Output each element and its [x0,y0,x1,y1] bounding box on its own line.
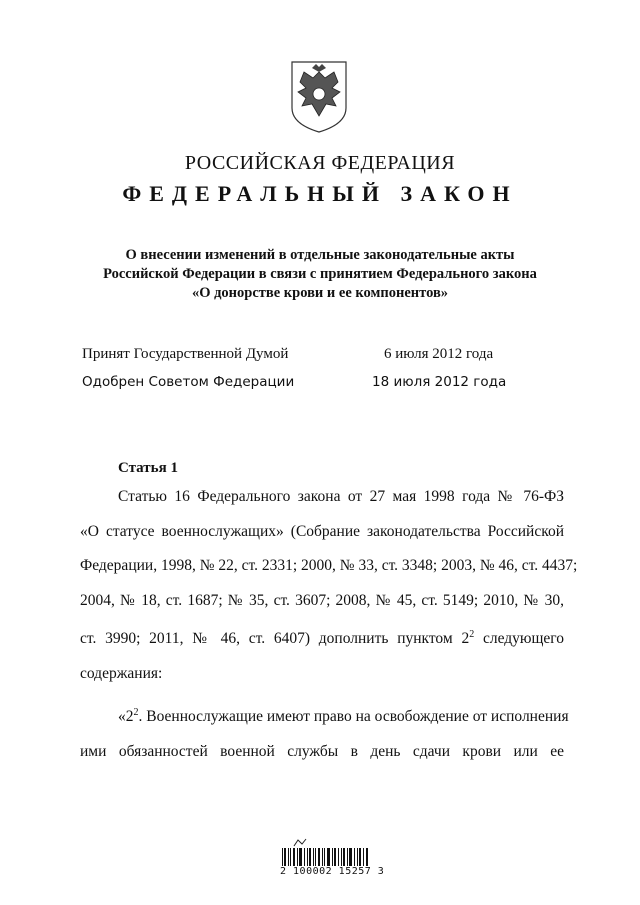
law-subject-line: Российской Федерации в связи с принятием Федерального закона [103,266,537,282]
paragraph-line: «О статусе военнослужащих» (Собрание законодательства Российской [80,522,564,540]
paragraph-line: содержания: [80,664,163,682]
superscript: 2 [133,707,139,718]
paragraph-line: ими обязанностей военной службы в день сдачи крови или ее [80,742,564,760]
paragraph-line: Статью 16 Федерального закона от 27 мая 1998 года № 76-ФЗ [118,488,564,505]
article-title: Статья 1 [118,460,178,476]
country-name: РОССИЙСКАЯ ФЕДЕРАЦИЯ [184,152,456,174]
article-paragraph-2 [80,696,569,769]
law-subject-line: «О донорстве крови и ее компонентов» [191,285,449,301]
coat-of-arms-icon [286,58,352,134]
superscript: 2 [469,629,475,640]
paragraph-line-text: ст. 3990; 2011, № 46, ст. 6407) дополнить пунктом 2 [80,630,470,648]
duma-label: Принят Государственной Думой [82,346,289,362]
point-number: «2 [118,708,134,726]
paragraph-line [80,618,564,657]
council-label: Одобрен Советом Федерации [82,374,295,390]
council-date: 18 июля 2012 года [372,374,507,390]
paragraph-line-tail: следующего [474,630,564,648]
paragraph-line: 2004, № 18, ст. 1687; № 35, ст. 3607; 2008, № 45, ст. 5149; 2010, № 30, [80,591,564,609]
document-type: ФЕДЕРАЛЬНЫЙ ЗАКОН [122,181,518,206]
barcode-number: 2 100002 15257 3 [280,866,385,877]
paragraph-line [80,696,569,735]
paragraph-line-text: . Военнослужащие имеют право на освобождение от исполнения [138,708,569,726]
law-subject-line: О внесении изменений в отдельные законодательные акты [125,247,515,263]
paragraph-line: Федерации, 1998, № 22, ст. 2331; 2000, № 33, ст. 3348; 2003, № 46, ст. 4437; [80,557,578,574]
law-subject [60,246,580,303]
article-paragraph-1 [80,480,578,691]
barcode-icon [280,838,372,886]
duma-date: 6 июля 2012 года [384,346,494,362]
